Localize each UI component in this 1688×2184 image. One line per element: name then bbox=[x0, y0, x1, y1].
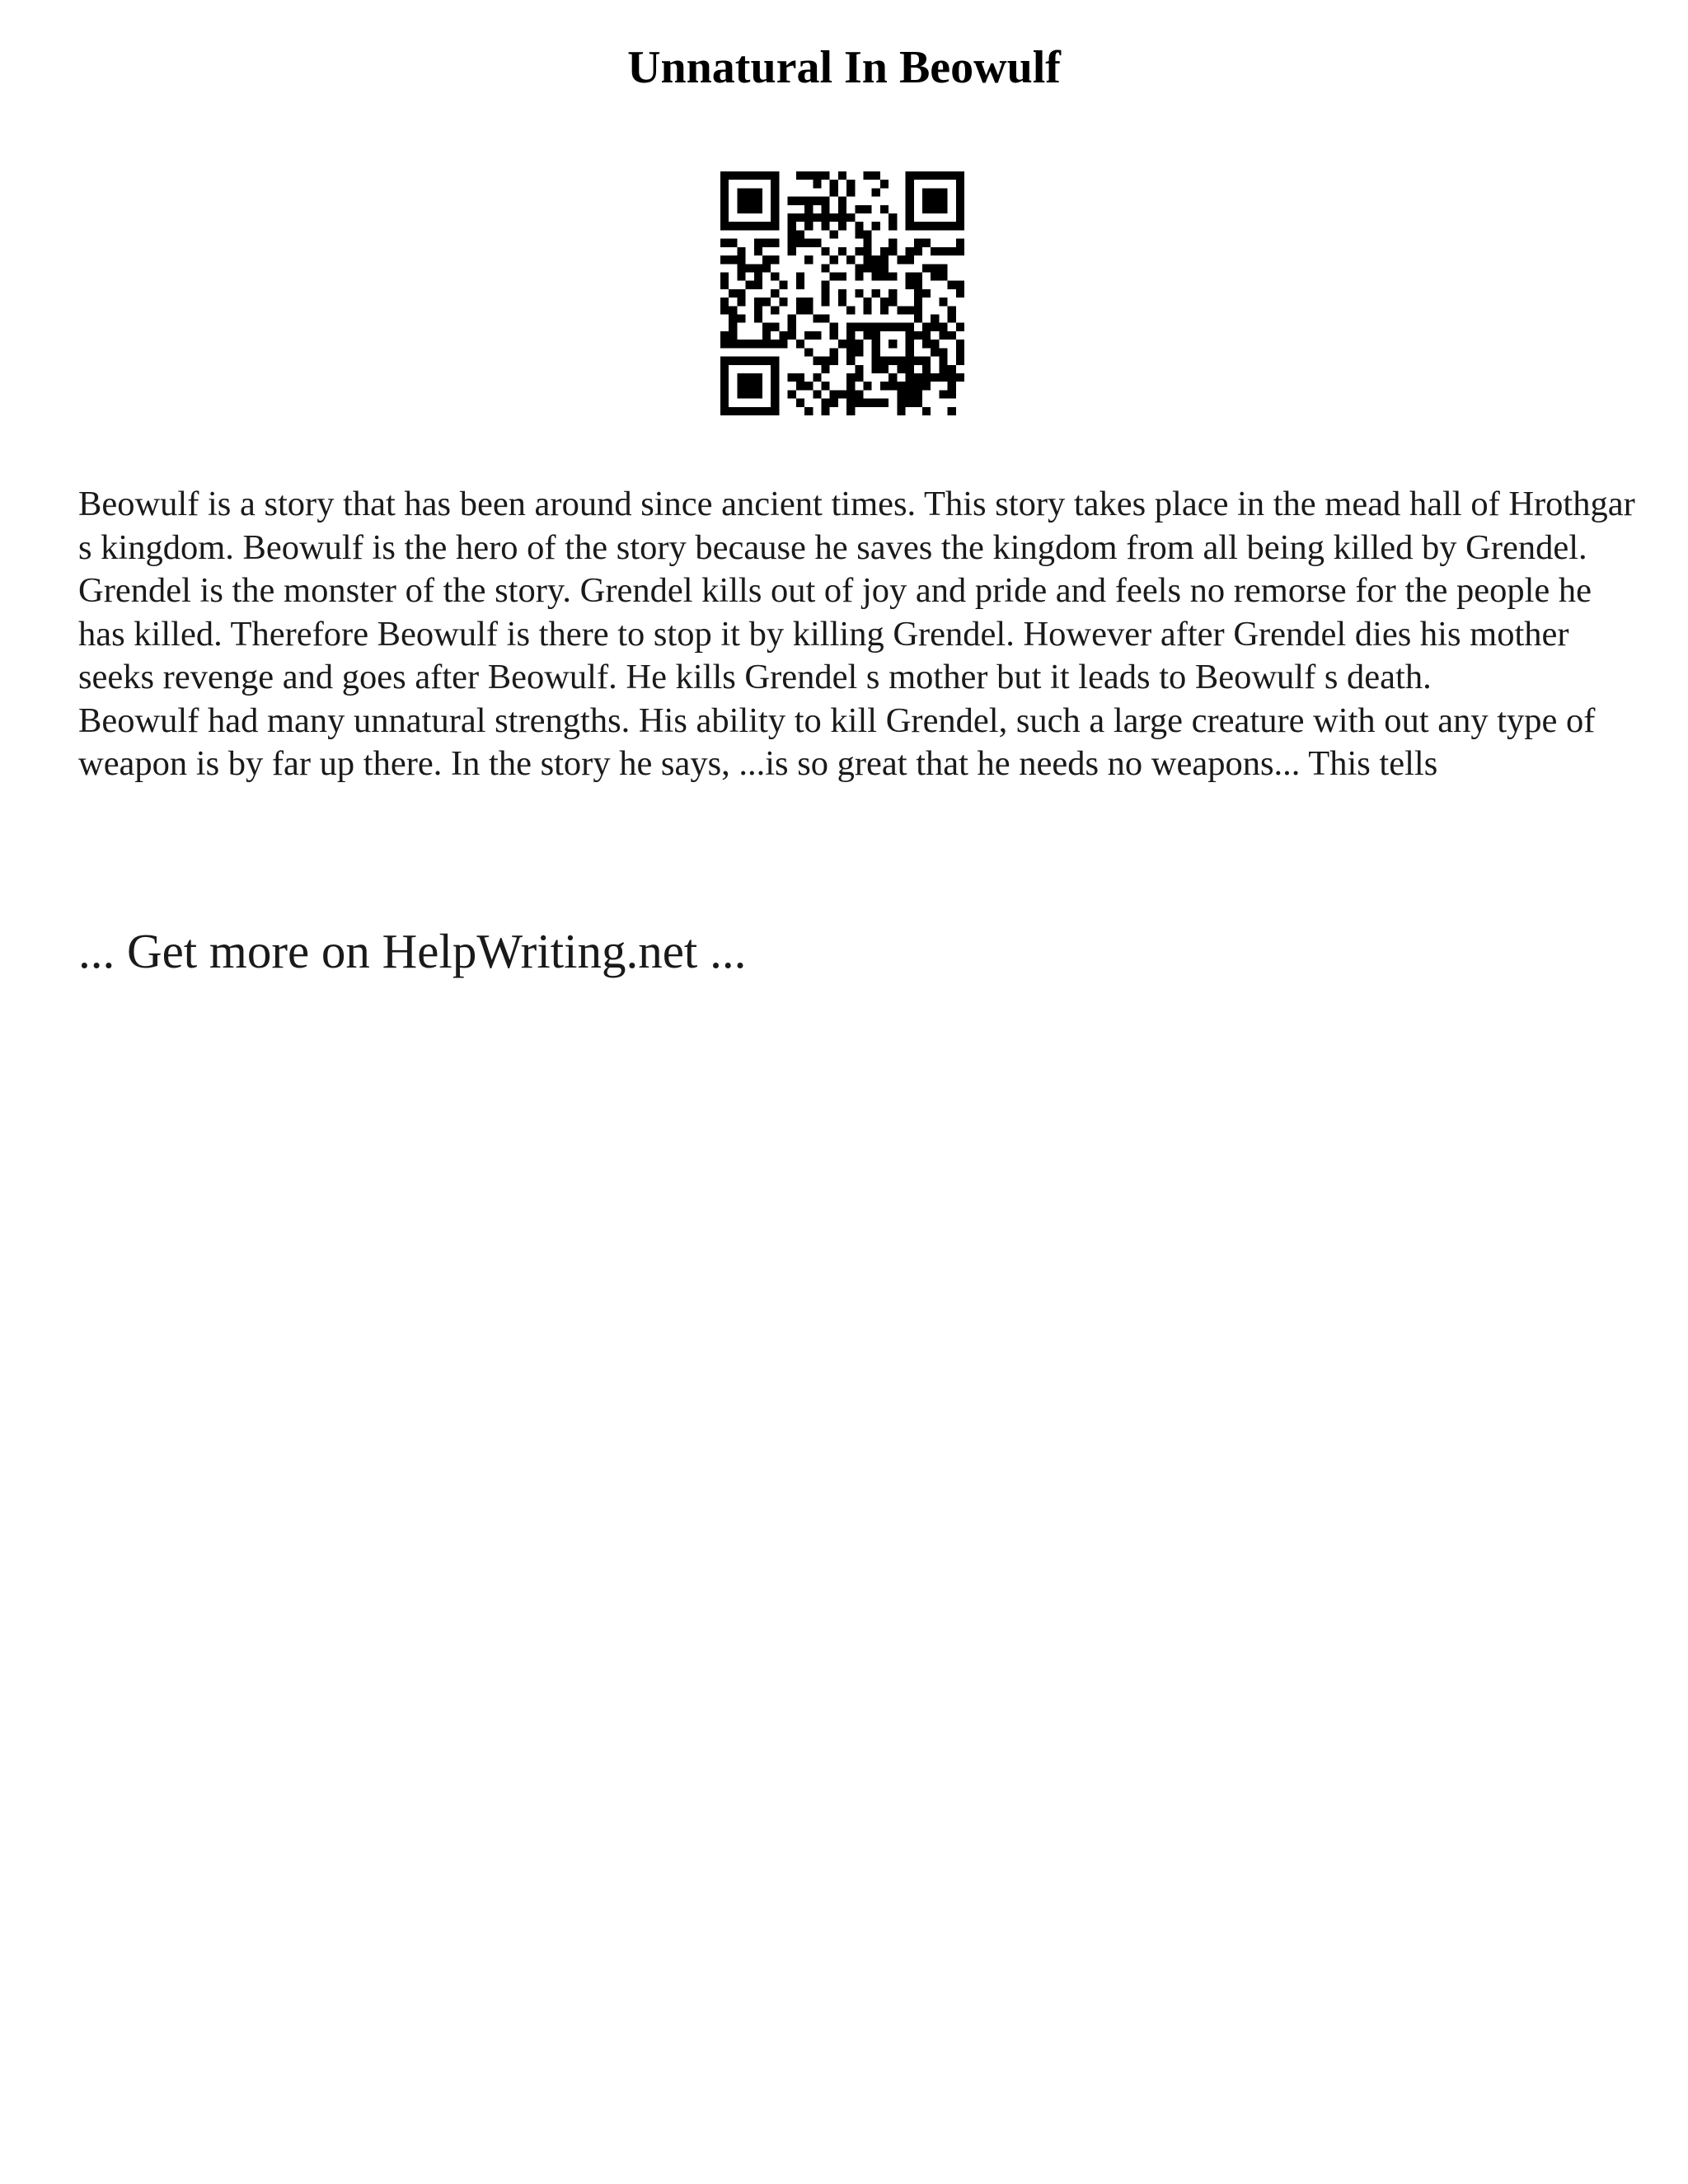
get-more-link[interactable]: ... Get more on HelpWriting.net ... bbox=[78, 924, 747, 978]
document-title: Unnatural In Beowulf bbox=[627, 42, 1061, 93]
paragraph: Beowulf had many unnatural strengths. His ability to kill Grendel, such a large creature with out any type of weapon is by far up there. In the story he says, ...is so great that he needs no weapons... This tells bbox=[78, 701, 1596, 783]
paragraph: Beowulf is a story that has been around since ancient times. This story takes place in the mead hall of Hrothgar s kingdom. Beowulf is the hero of the story because he saves the kingdom from all being killed by Grendel. Grendel is the monster of the story. Grendel kills out of joy and pride and feels no remorse for the people he has killed. Therefore Beowulf is there to stop it by killing Grendel. However after Grendel dies his mother seeks revenge and goes after Beowulf. He kills Grendel s mother but it leads to Beowulf s death. bbox=[78, 485, 1635, 696]
qr-code-icon bbox=[720, 171, 964, 415]
document-body bbox=[78, 483, 1644, 786]
